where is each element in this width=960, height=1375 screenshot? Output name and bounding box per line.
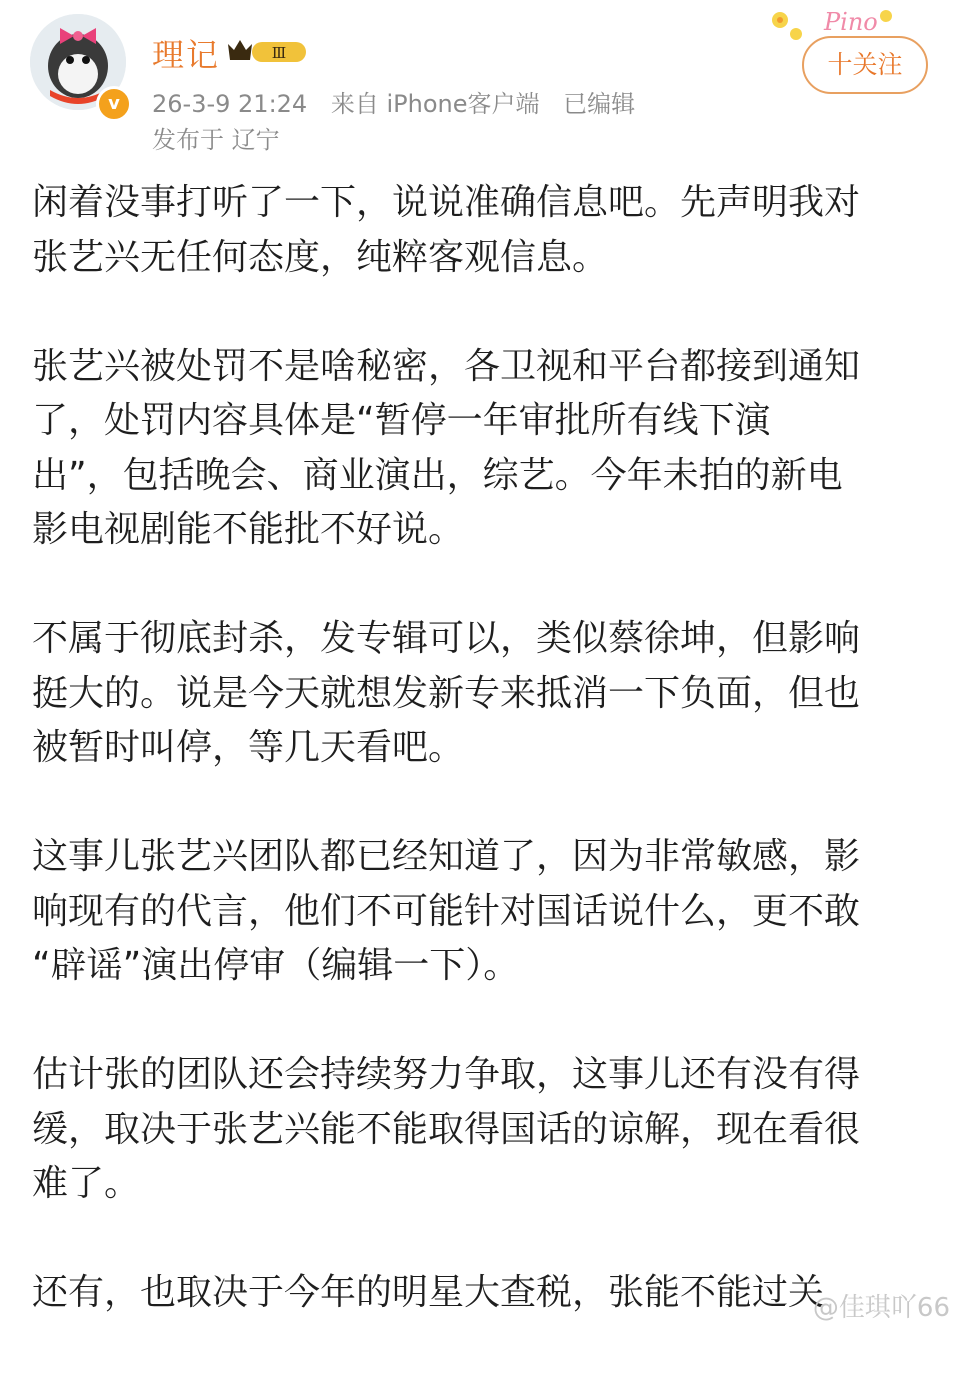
verified-badge-icon: v xyxy=(96,86,132,122)
post-paragraph: 张艺兴被处罚不是啥秘密，各卫视和平台都接到通知 了，处罚内容具体是“暂停一年审批所有线下演 出”，包括晚会、商业演出，综艺。今年未拍的新电 影电视剧能不能批不好说。 xyxy=(32,345,861,550)
post-header xyxy=(0,0,960,160)
post-time: 26-3-9 21:24 xyxy=(152,90,308,118)
post-paragraph: 闲着没事打听了一下，说说准确信息吧。先声明我对 张艺兴无任何态度，纯粹客观信息。 xyxy=(32,182,861,278)
watermark: @佳琪吖66 xyxy=(812,1293,950,1323)
post-source: 来自 iPhone客户端 xyxy=(330,90,540,118)
post-paragraph: 不属于彻底封杀，发专辑可以，类似蔡徐坤，但影响 挺大的。说是今天就想发新专来抵消一下负面，但也 被暂时叫停，等几天看吧。 xyxy=(32,618,861,768)
post-paragraph: 还有，也取决于今年的明星大查税，张能不能过关 xyxy=(32,1272,825,1313)
post-paragraph: 估计张的团队还会持续努力争取，这事儿还有没有得 缓，取决于张艺兴能不能取得国话的谅解，现在看很 难了。 xyxy=(32,1054,861,1204)
edited-label[interactable]: 已编辑 xyxy=(563,90,636,118)
post-meta xyxy=(152,84,651,119)
decoration-text: Pino xyxy=(824,8,878,36)
username[interactable]: 理记 xyxy=(152,36,221,74)
vip-crown-badge-icon xyxy=(226,36,310,66)
post-location: 发布于 辽宁 xyxy=(152,126,280,154)
post-body xyxy=(32,176,932,1375)
follow-button[interactable]: 十关注 xyxy=(802,36,928,94)
post-paragraph: 这事儿张艺兴团队都已经知道了，因为非常敏感，影 响现有的代言，他们不可能针对国话说什么，更不敢 “辟谣”演出停审（编辑一下）。 xyxy=(32,836,861,986)
vip-level: Ⅲ xyxy=(271,44,287,62)
